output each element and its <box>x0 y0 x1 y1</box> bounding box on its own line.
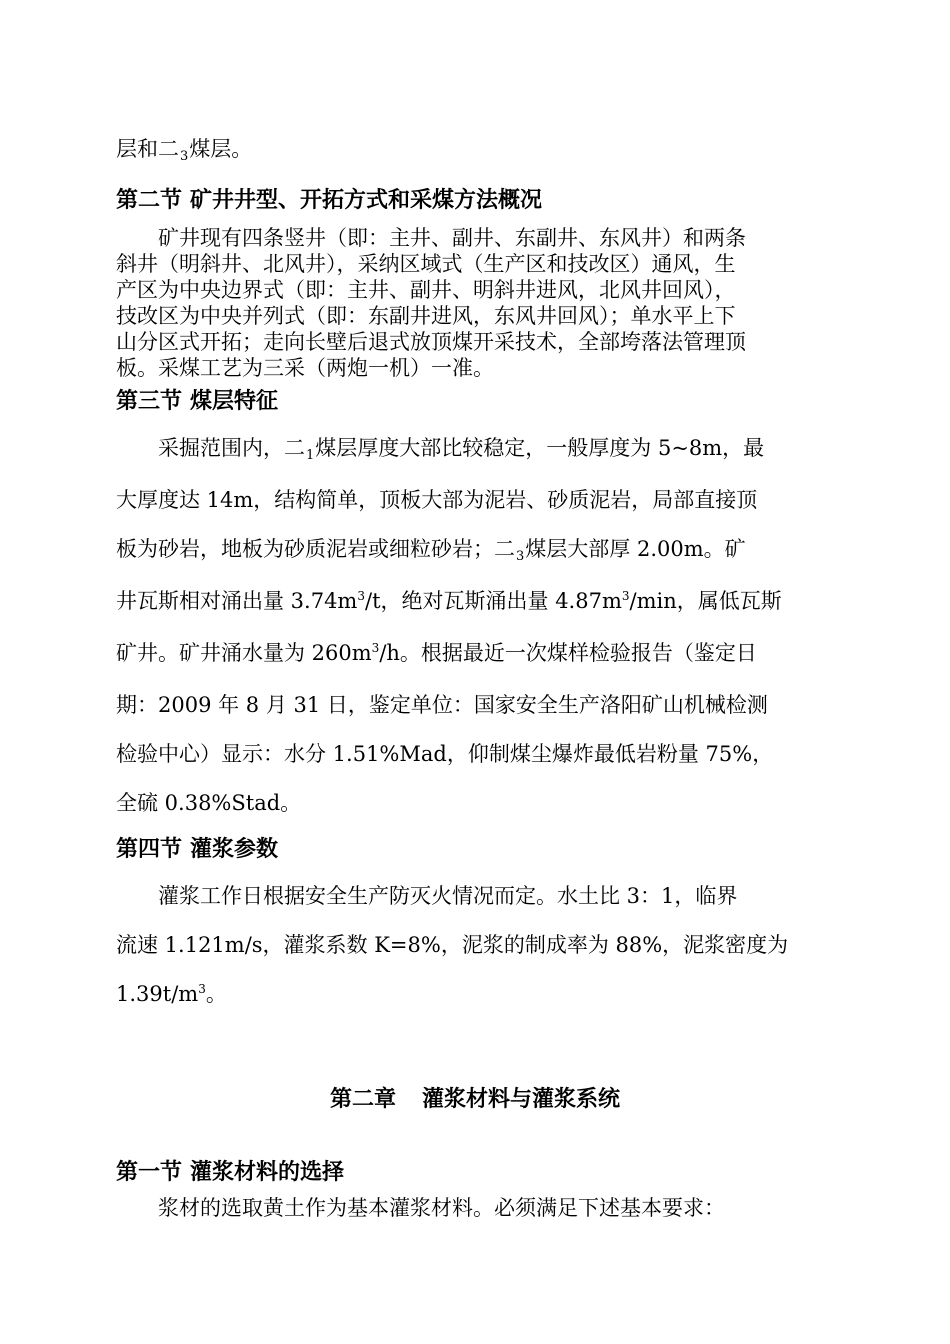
section-title: 煤层特征 <box>190 388 279 414</box>
text-line: 浆材的选取黄土作为基本灌浆材料。必须满足下述基本要求： <box>158 1196 725 1220</box>
text: 煤层。 <box>189 137 253 161</box>
superscript: 3 <box>357 589 365 603</box>
superscript: 3 <box>371 641 380 655</box>
section-title: 灌浆材料的选择 <box>190 1159 345 1185</box>
section-number: 第四节 <box>116 836 183 862</box>
subscript: 3 <box>180 149 189 164</box>
continuation-paragraph <box>116 134 834 168</box>
section-number: 第二节 <box>116 187 183 213</box>
section-number: 第一节 <box>116 1159 183 1185</box>
section-title: 灌浆参数 <box>190 836 279 862</box>
chapter-number: 第二章 <box>329 1086 396 1112</box>
section-title: 矿井井型、开拓方式和采煤方法概况 <box>190 187 543 213</box>
text-line: 采掘范围内，二1煤层厚度大部比较稳定，一般厚度为 5~8m，最 <box>158 436 765 463</box>
superscript: 3 <box>198 982 206 996</box>
section-heading <box>116 1155 834 1186</box>
chapter-title: 灌浆材料与灌浆系统 <box>422 1086 621 1112</box>
text-line: 检验中心）显示：水分 1.51%Mad，仰制煤尘爆炸最低岩粉量 75%， <box>116 742 774 766</box>
section-heading <box>116 384 834 415</box>
text-line: $1.39t/m^3$。 <box>116 982 227 1006</box>
text-line: 斜井（明斜井、北风井），采纳区域式（生产区和技改区）通风，生 <box>116 252 736 276</box>
paragraph <box>116 1195 834 1221</box>
text-line: 全硫 0.38%Stad。 <box>116 791 302 815</box>
subscript: 1 <box>306 448 315 463</box>
text-line: 技改区为中央并列式（即：东副井进风，东风井回风）；单水平上下 <box>116 304 736 328</box>
text-line: 矿井现有四条竖井（即：主井、副井、东副井、东风井）和两条 <box>158 226 746 250</box>
text-line: 期：2009 年 8 月 31 日，鉴定单位：国家安全生产洛阳矿山机械检测 <box>116 693 768 717</box>
paragraph <box>116 872 834 1022</box>
text-line: 产区为中央边界式（即：主井、副井、明斜井进风，北风井回风）， <box>116 278 736 302</box>
chapter-heading <box>0 1082 950 1113</box>
section-heading <box>116 183 834 214</box>
section-number: 第三节 <box>116 388 183 414</box>
superscript: 3 <box>621 589 630 603</box>
text: 层和二 <box>116 137 179 161</box>
text-line: 井瓦斯相对涌出量 $3.74m^3/t$，绝对瓦斯涌出量 $4.87m^3/\min$，属低瓦斯 <box>116 589 782 613</box>
text-line: 大厚度达 14m，结构简单，顶板大部为泥岩、砂质泥岩，局部直接顶 <box>116 488 758 512</box>
paragraph <box>116 225 834 381</box>
text-line: 流速 1.121m/s，灌浆系数 K=8%，泥浆的制成率为 88%，泥浆密度为 <box>116 933 789 957</box>
text-line: 灌浆工作日根据安全生产防灭火情况而定。水土比 3：1，临界 <box>158 884 738 908</box>
paragraph <box>116 424 834 828</box>
text-line: 板为砂岩，地板为砂质泥岩或细粒砂岩；二3煤层大部厚 2.00m。矿 <box>116 537 746 564</box>
subscript: 3 <box>516 549 525 564</box>
text-line: 矿井。矿井涌水量为 $260m^3/h$。根据最近一次煤样检验报告（鉴定日 <box>116 641 757 665</box>
text-line: 山分区式开拓；走向长壁后退式放顶煤开采技术，全部垮落法管理顶 <box>116 330 746 354</box>
text-line: 板。采煤工艺为三采（两炮一机）一准。 <box>116 356 494 380</box>
section-heading <box>116 832 834 863</box>
